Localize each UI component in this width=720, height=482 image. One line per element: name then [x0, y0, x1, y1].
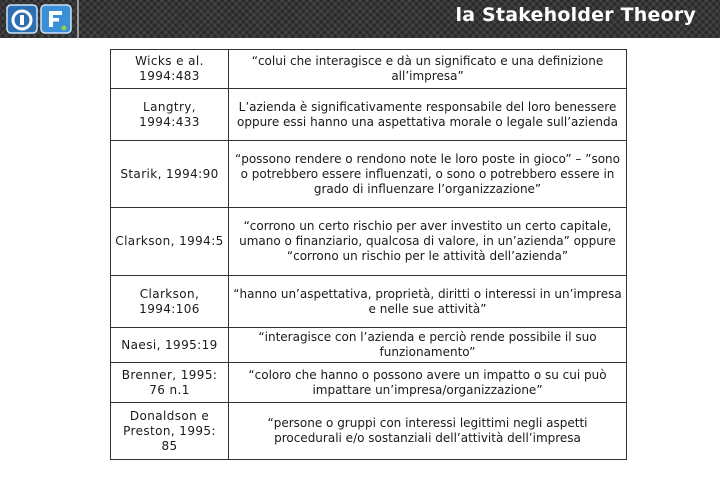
table-row	[111, 276, 627, 328]
author-cell: Clarkson, 1994:5	[111, 208, 229, 276]
definition-cell: “coloro che hanno o possono avere un impatto o su cui può impattare un’impresa/organizzazione”	[229, 363, 627, 403]
author-cell: Naesi, 1995:19	[111, 328, 229, 363]
author-cell: Clarkson, 1994:106	[111, 276, 229, 328]
stakeholder-definitions-table	[110, 49, 627, 460]
slide-header	[0, 0, 720, 38]
author-cell: Donaldson e Preston, 1995: 85	[111, 403, 229, 460]
definition-cell: “colui che interagisce e dà un significato e una definizione all’impresa”	[229, 50, 627, 89]
author-cell: Brenner, 1995: 76 n.1	[111, 363, 229, 403]
table-row	[111, 403, 627, 460]
author-cell: Langtry, 1994:433	[111, 89, 229, 141]
definition-cell: “hanno un’aspettativa, proprietà, diritti o interessi in un’impresa e nelle sue attività”	[229, 276, 627, 328]
university-logo-icon	[6, 4, 72, 34]
page-title: la Stakeholder Theory	[455, 4, 696, 26]
author-cell: Wicks e al. 1994:483	[111, 50, 229, 89]
author-cell: Starik, 1994:90	[111, 141, 229, 208]
table-row	[111, 363, 627, 403]
table-row	[111, 141, 627, 208]
table-row	[111, 208, 627, 276]
definition-cell: “possono rendere o rendono note le loro poste in gioco” – ”sono o potrebbero essere influenzati, o sono o potrebbero essere in grado di influenzare l’organizzazione”	[229, 141, 627, 208]
definition-cell: “persone o gruppi con interessi legittimi negli aspetti procedurali e/o sostanziali dell’attività dell’impresa	[229, 403, 627, 460]
header-divider	[77, 0, 79, 38]
definition-cell: L’azienda è significativamente responsabile del loro benessere oppure essi hanno una aspettativa morale o legale sull’azienda	[229, 89, 627, 141]
table-row	[111, 89, 627, 141]
table-row	[111, 50, 627, 89]
definition-cell: “corrono un certo rischio per aver investito un certo capitale, umano o finanziario, qualcosa di valore, in un’azienda” oppure “corrono un rischio per le attività dell’azienda”	[229, 208, 627, 276]
definition-cell: “interagisce con l’azienda e perciò rende possibile il suo funzionamento”	[229, 328, 627, 363]
table-row	[111, 328, 627, 363]
